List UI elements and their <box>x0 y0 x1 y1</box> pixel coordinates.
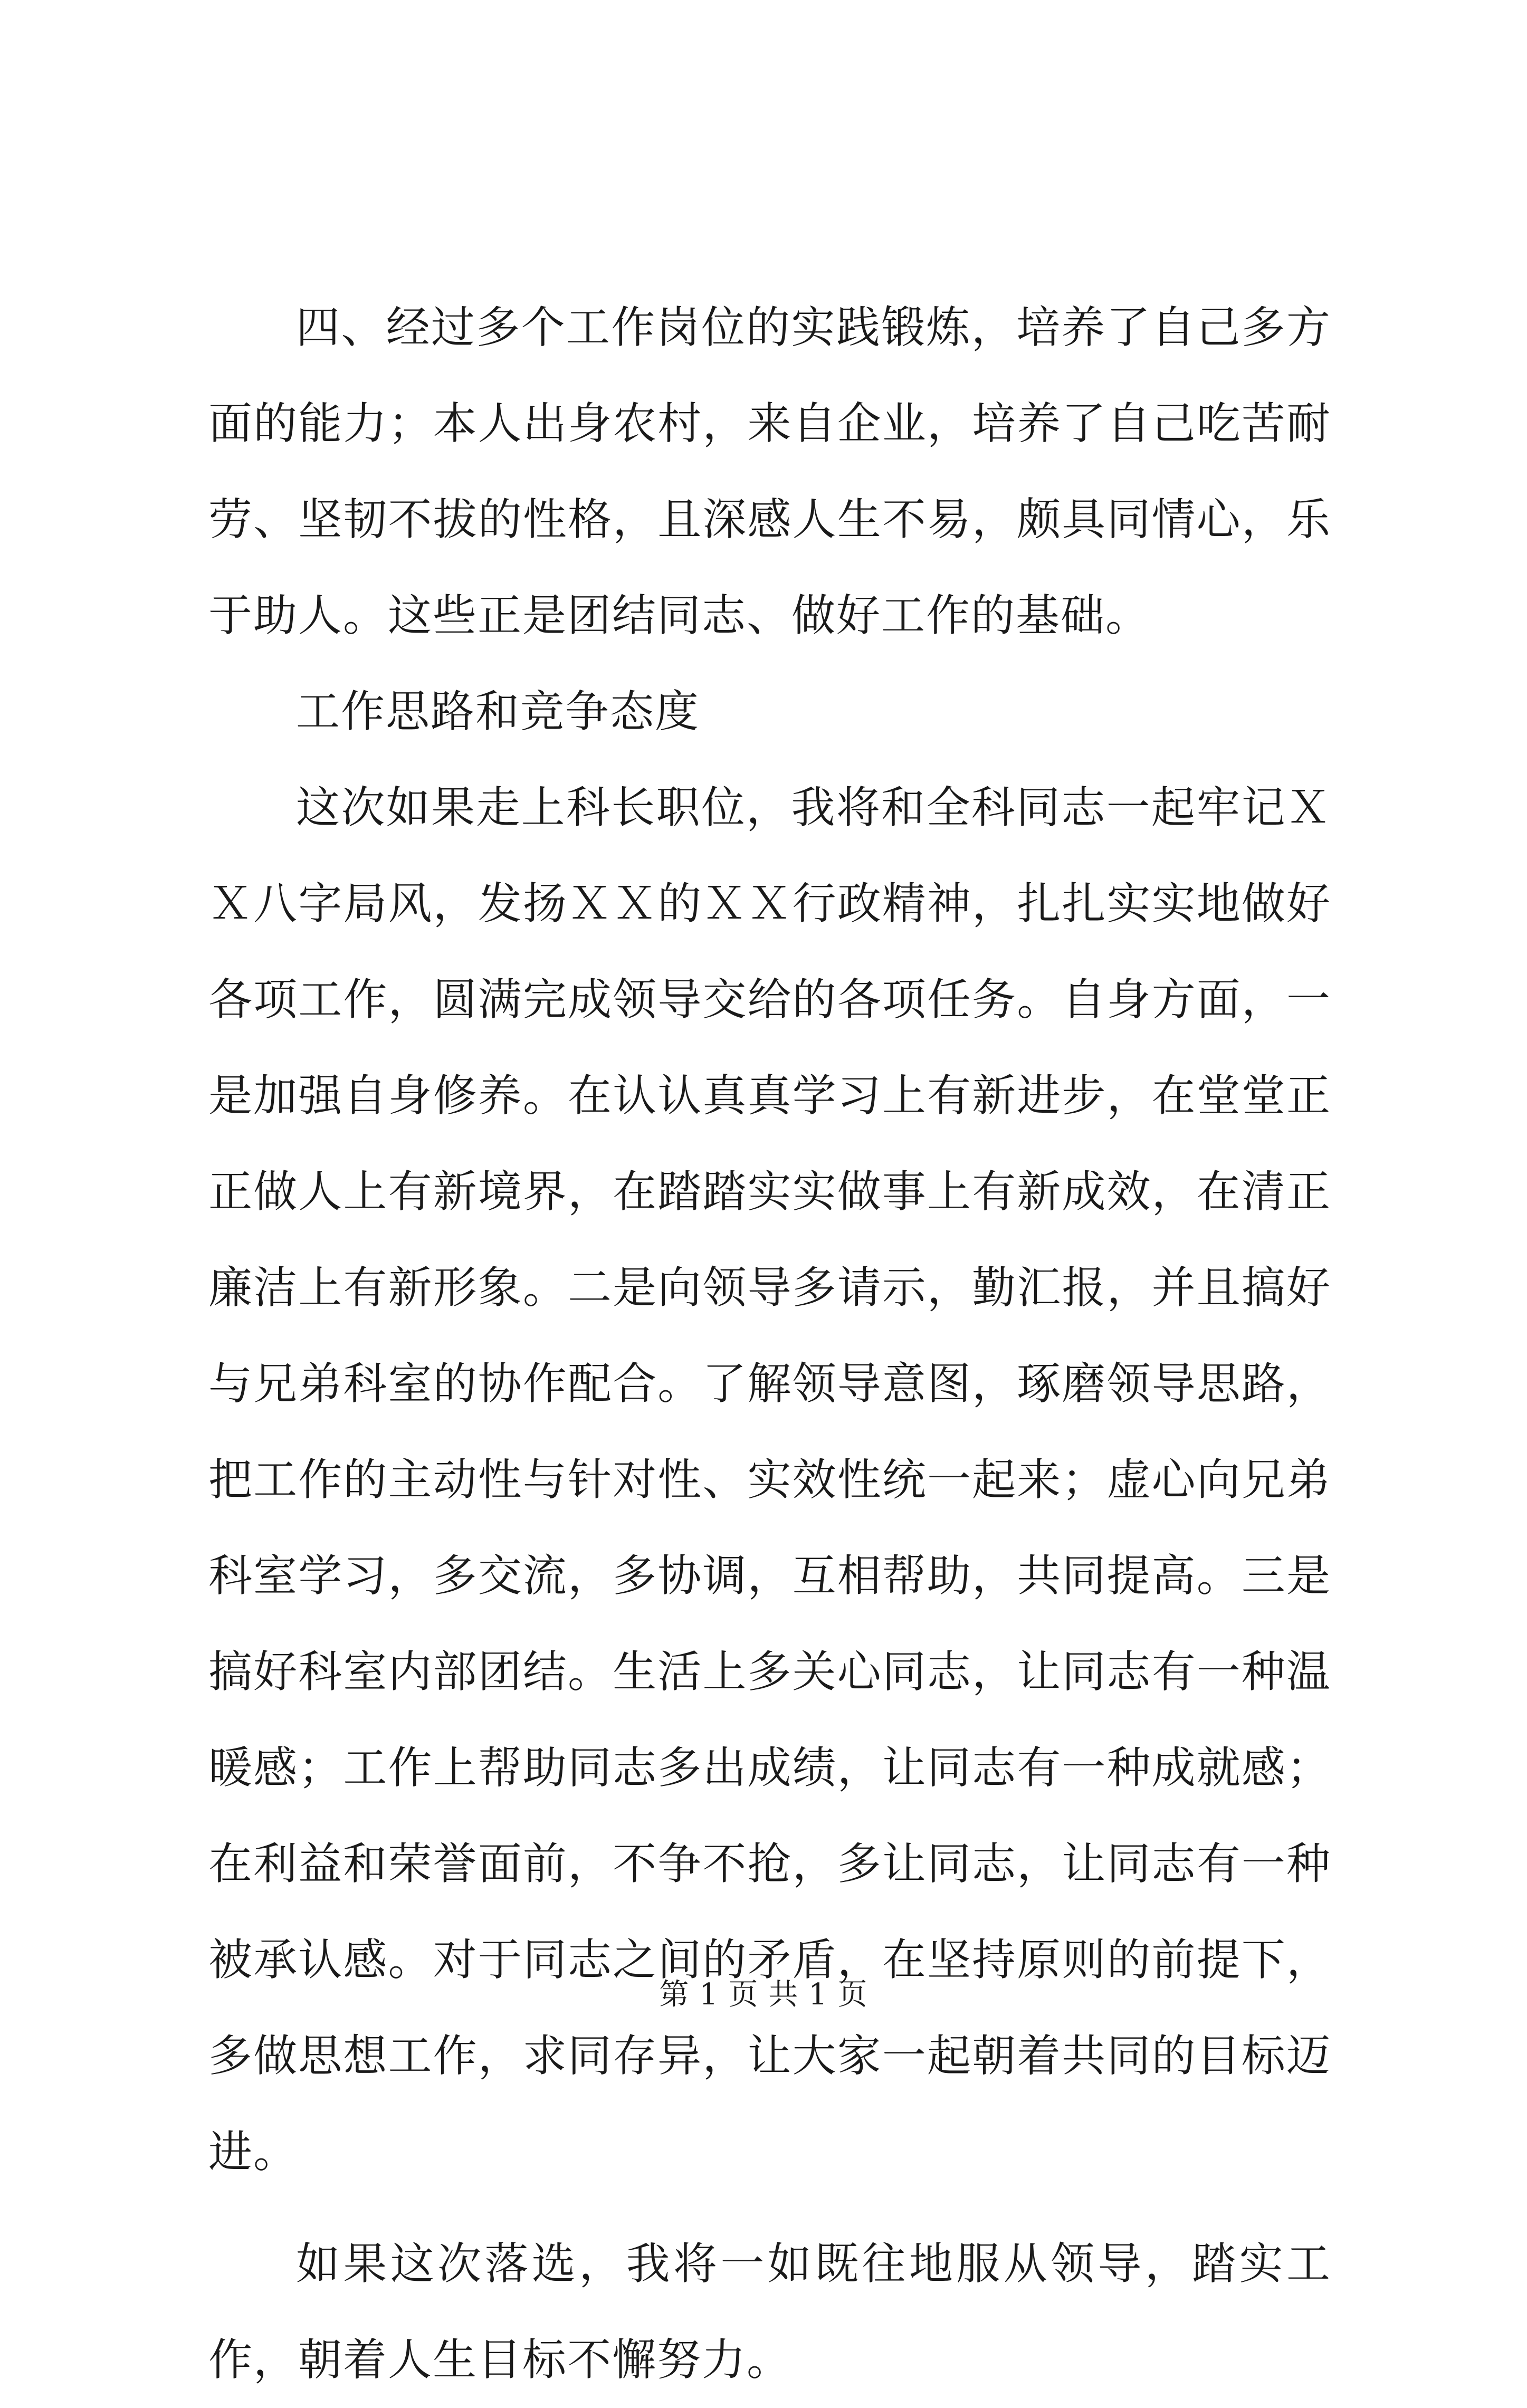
paragraph-closing: 如果这次落选，我将一如既往地服从领导，踏实工作，朝着人生目标不懈努力。 <box>208 2238 1331 2385</box>
section-heading: 工作思路和竞争态度 <box>296 686 700 737</box>
paragraph-abilities: 四、经过多个工作岗位的实践锻炼，培养了自己多方面的能力；本人出身农村，来自企业，培养了自己吃苦耐劳、坚韧不拔的性格，且深感人生不易，颇具同情心，乐于助人。这些正是团结同志、做好工作的基础。 <box>208 302 1331 641</box>
paragraph-work-plan: 这次如果走上科长职位，我将和全科同志一起牢记ＸＸ八字局风，发扬ＸＸ的ＸＸ行政精神，扎扎实实地做好各项工作，圆满完成领导交给的各项任务。自身方面，一是加强自身修养。在认认真真学习上有新进步，在堂堂正正做人上有新境界，在踏踏实实做事上有新成效，在清正廉洁上有新形象。二是向领导多请示，勤汇报，并且搞好与兄弟科室的协作配合。了解领导意图，琢磨领导思路，把工作的主动性与针对性、实效性统一起来；虚心向兄弟科室学习，多交流，多协调，互相帮助，共同提高。三是搞好科室内部团结。生活上多关心同志，让同志有一种温暖感；工作上帮助同志多出成绩，让同志有一种成就感；在利益和荣誉面前，不争不抢，多让同志，让同志有一种被承认感。对于同志之间的矛盾，在坚持原则的前提下，多做思想工作，求同存异，让大家一起朝着共同的目标迈进。 <box>208 782 1331 2177</box>
page-number-footer: 第 1 页 共 1 页 <box>659 1977 868 2012</box>
document-body <box>208 280 1331 2408</box>
